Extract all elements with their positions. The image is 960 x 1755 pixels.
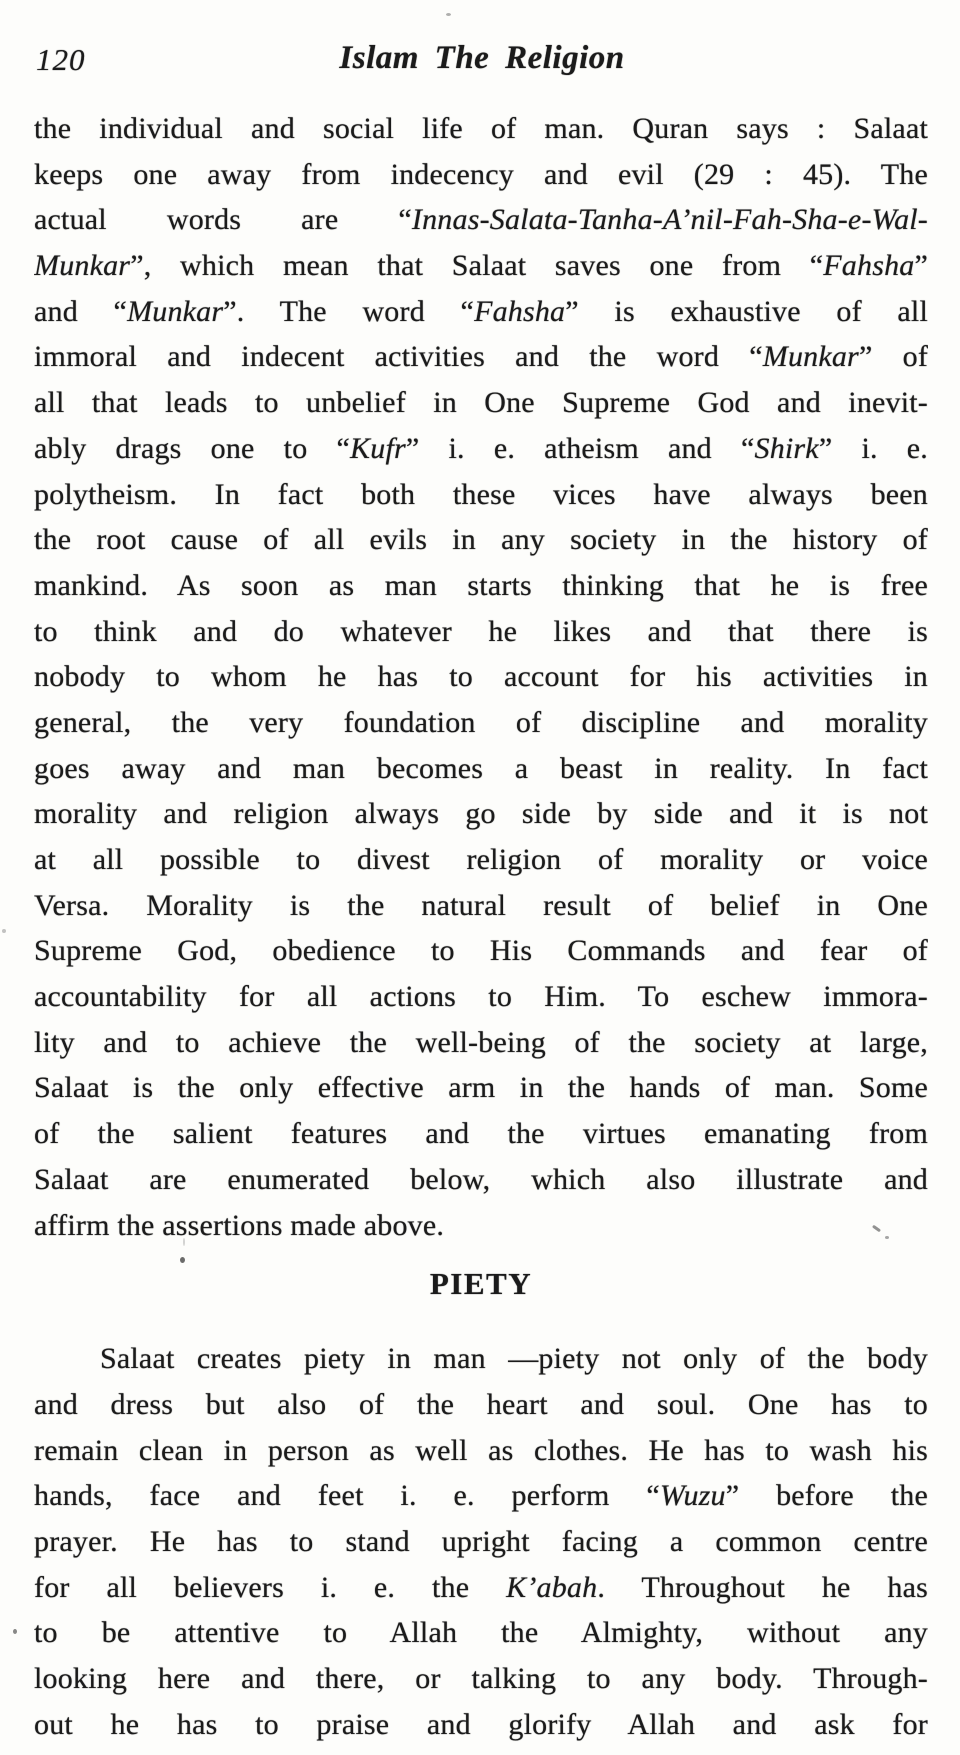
text-line xyxy=(34,152,928,198)
text-segment: ” before the xyxy=(725,1479,928,1513)
text-line xyxy=(34,472,928,518)
text-segment: to think and do whatever he likes and that there is xyxy=(34,614,928,648)
text-segment: ” i. e. xyxy=(818,431,928,465)
text-line xyxy=(34,334,928,380)
text-line xyxy=(34,1519,928,1565)
text-line xyxy=(34,1065,928,1111)
text-segment: goes away and man becomes a beast in reality. In fact xyxy=(34,751,928,785)
text-line xyxy=(34,289,928,335)
text-segment: ” i. e. atheism and “ xyxy=(405,431,755,465)
text-line xyxy=(34,837,928,883)
text-line xyxy=(34,426,928,472)
text-segment: mankind. As soon as man starts thinking that he is free xyxy=(34,568,928,602)
italic-text-segment: Munkar xyxy=(762,340,859,374)
text-segment: Versa. Morality is the natural result of belief in One xyxy=(34,888,928,922)
page-number: 120 xyxy=(36,42,86,77)
text-line xyxy=(34,1157,928,1203)
italic-text-segment: Munkar xyxy=(34,249,131,283)
text-segment: polytheism. In fact both these vices have always been xyxy=(34,477,928,511)
scan-speck xyxy=(183,1238,185,1246)
text-line xyxy=(34,106,928,152)
scan-speck xyxy=(885,1236,889,1239)
text-line xyxy=(34,883,928,929)
text-segment: to be attentive to Allah the Almighty, without any xyxy=(34,1616,928,1650)
text-line xyxy=(34,1473,928,1519)
text-segment: of the salient features and the virtues emanating from xyxy=(34,1117,928,1151)
text-segment: lity and to achieve the well-being of the society at large, xyxy=(34,1025,928,1059)
text-line xyxy=(34,1610,928,1656)
text-segment: immoral and indecent activities and the word “ xyxy=(34,340,763,374)
text-line xyxy=(34,700,928,746)
italic-text-segment: Shirk xyxy=(754,431,819,465)
page-header xyxy=(36,40,928,84)
text-line xyxy=(34,1565,928,1611)
text-line xyxy=(34,1336,928,1382)
text-line xyxy=(34,197,928,243)
text-segment: actual words are “ xyxy=(34,203,412,237)
paragraph-continuation xyxy=(34,106,928,1248)
text-line xyxy=(34,654,928,700)
text-segment: prayer. He has to stand upright facing a common centre xyxy=(34,1524,928,1558)
italic-text-segment: K’abah xyxy=(506,1570,598,1604)
text-segment: nobody to whom he has to account for his activities in xyxy=(34,660,928,694)
paragraph-piety xyxy=(34,1336,928,1747)
text-line xyxy=(34,1428,928,1474)
text-line xyxy=(34,563,928,609)
text-line xyxy=(34,1656,928,1702)
text-line xyxy=(34,380,928,426)
text-segment: ” of xyxy=(858,340,928,374)
text-line xyxy=(34,974,928,1020)
italic-text-segment: Munkar xyxy=(127,294,224,328)
section-heading: PIETY xyxy=(429,1266,533,1302)
text-line xyxy=(34,1382,928,1428)
text-segment: out he has to praise and glorify Allah and ask for xyxy=(34,1707,928,1741)
italic-text-segment: Kufr xyxy=(350,431,406,465)
italic-text-segment: Wuzu xyxy=(659,1479,726,1513)
text-segment: Salaat is the only effective arm in the hands of man. Some xyxy=(34,1071,928,1105)
text-segment: and dress but also of the heart and soul. One has to xyxy=(34,1387,928,1421)
page-body xyxy=(34,106,928,1747)
scan-speck xyxy=(13,1629,17,1634)
text-segment: all that leads to unbelief in One Supreme God and inevit- xyxy=(34,386,928,420)
italic-text-segment: Innas-Salata-Tanha-A’nil-Fah-Sha-e-Wal- xyxy=(411,203,928,237)
text-segment: looking here and there, or talking to any body. Through- xyxy=(34,1662,928,1695)
text-line xyxy=(34,243,928,289)
text-line xyxy=(34,517,928,563)
text-line xyxy=(34,609,928,655)
text-segment: the root cause of all evils in any society in the history of xyxy=(34,523,928,557)
text-segment: morality and religion always go side by side and it is not xyxy=(34,797,928,831)
text-segment: Salaat creates piety in man —piety not only of the body xyxy=(100,1342,928,1376)
text-segment: Supreme God, obedience to His Commands and fear of xyxy=(34,934,928,968)
text-segment: affirm the assertions made above. xyxy=(34,1208,445,1242)
text-line xyxy=(34,1702,928,1748)
text-line xyxy=(34,746,928,792)
text-line xyxy=(34,791,928,837)
text-segment: ”. The word “ xyxy=(223,294,475,328)
scan-speck xyxy=(446,13,451,16)
text-line xyxy=(34,928,928,974)
scan-speck xyxy=(180,1257,185,1263)
text-line xyxy=(34,1203,928,1249)
text-segment: the individual and social life of man. Quran says : Salaat xyxy=(34,112,928,145)
italic-text-segment: Fahsha xyxy=(823,249,915,283)
text-segment: remain clean in person as well as clothes. He has to wash his xyxy=(34,1433,928,1467)
text-line xyxy=(34,1020,928,1066)
italic-text-segment: Fahsha xyxy=(474,294,566,328)
text-segment: general, the very foundation of discipline and morality xyxy=(34,705,928,739)
text-line xyxy=(34,1111,928,1157)
running-title: Islam The Religion xyxy=(339,40,625,76)
scan-speck xyxy=(2,929,6,933)
text-segment: ”, which mean that Salaat saves one from “ xyxy=(130,249,824,283)
text-segment: ” is exhaustive of all xyxy=(565,294,928,328)
text-segment: for all believers i. e. the xyxy=(34,1570,507,1604)
text-segment: hands, face and feet i. e. perform “ xyxy=(34,1479,660,1513)
text-segment: accountability for all actions to Him. To eschew immora- xyxy=(34,980,928,1014)
text-segment: and “ xyxy=(34,294,128,328)
text-segment: ably drags one to “ xyxy=(34,431,351,465)
text-segment: Salaat are enumerated below, which also illustrate and xyxy=(34,1162,928,1196)
text-segment: keeps one away from indecency and evil (29 : 45). The xyxy=(34,157,928,191)
text-segment: . Throughout he has xyxy=(597,1570,928,1604)
text-segment: at all possible to divest religion of morality or voice xyxy=(34,843,928,876)
text-segment: ” xyxy=(914,249,928,283)
